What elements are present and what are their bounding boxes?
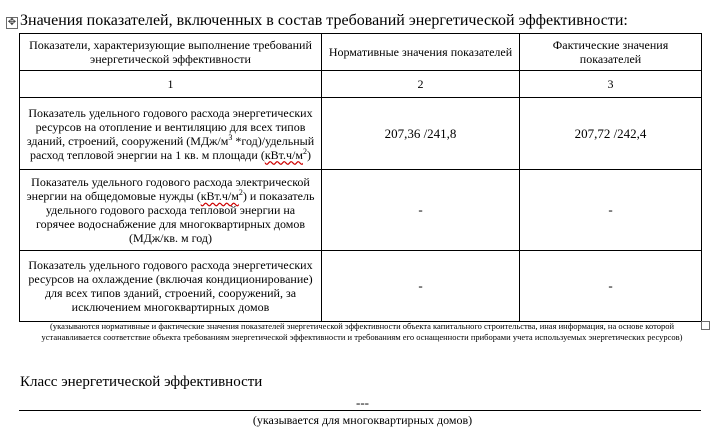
indicator-cell: Показатель удельного годового расхода энергетических ресурсов на отопление и вентиляцию для всех типов зданий, строений, сооружений ($МДж/м^3$ *год)/удельный расход тепловой энергии на 1 кв. м площади $(кВт.ч/м^2)$ [20,98,322,170]
column-number: 2 [322,71,520,98]
table-row [20,170,702,251]
actual-value: - [520,251,702,322]
table-header-row [20,34,702,71]
actual-value: 207,72 /242,4 [520,98,702,170]
normative-value: - [322,170,520,251]
normative-value: 207,36 /241,8 [322,98,520,170]
table-row [20,251,702,322]
energy-class-title: Класс энергетической эффективности [20,374,263,390]
section-heading: Значения показателей, включенных в состав требований энергетической эффективности: [20,12,628,29]
actual-value: - [520,170,702,251]
column-number-row [20,71,702,98]
table-move-handle-icon[interactable]: ✥ [7,17,17,28]
header-actual: Фактические значения показателей [520,34,702,71]
energy-requirements-table [19,33,702,322]
indicator-cell: Показатель удельного годового расхода энергетических ресурсов на охлаждение (включая кондиционирование) для всех типов зданий, строений, сооружений, за исключением многоквартирных домов [20,251,322,322]
column-number: 3 [520,71,702,98]
indicator-cell: Показатель удельного годового расхода электрической энергии на общедомовые нужды $(кВт.ч/м^2)$ и показатель удельного годового расхода тепловой энергии на горячее водоснабжение для многоквартирных домов (МДж/кв. м год) [20,170,322,251]
cell-end-marker-icon [701,321,710,330]
table-row [20,98,702,170]
energy-class-caption: (указывается для многоквартирных домов) [252,413,473,427]
column-number: 1 [20,71,322,98]
normative-value: - [322,251,520,322]
table-footnote: (указываются нормативные и фактические значения показателей энергетической эффективности объекта капитального строительства, иная информация, на основе которой устанавливается соответствие объекта требованиям энергетической эффективности и требованиям его оснащенности приборами учета используемых энергетических ресурсов) [41,321,683,342]
energy-class-underline [19,410,701,411]
energy-class-value: --- [356,395,369,410]
header-normative: Нормативные значения показателей [322,34,520,71]
header-indicators: Показатели, характеризующие выполнение требований энергетической эффективности [20,34,322,71]
